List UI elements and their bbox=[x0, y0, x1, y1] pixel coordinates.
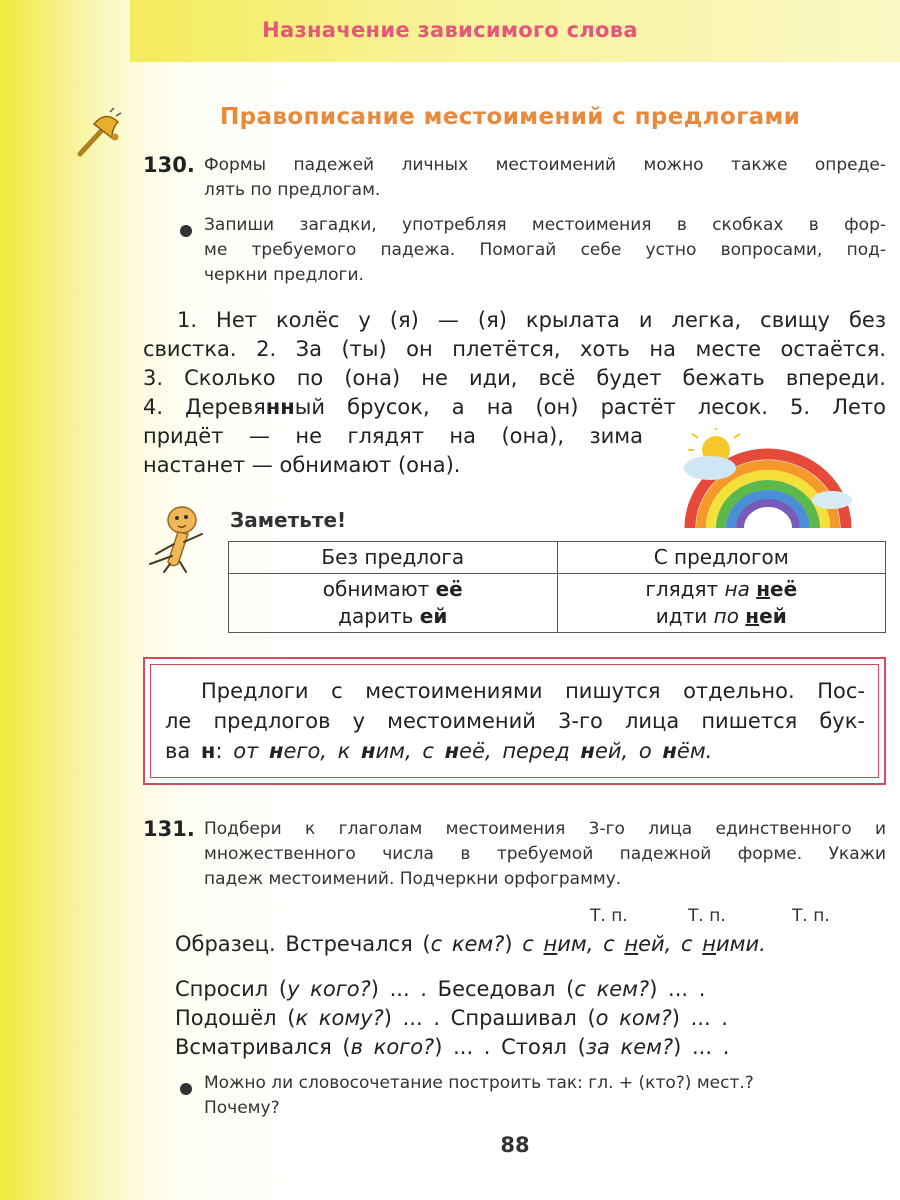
intro-line: лять по предлогам. bbox=[204, 180, 381, 200]
question-line: Можно ли словосочетание построить так: гл. + (кто?) мест.? bbox=[204, 1073, 754, 1093]
table-header: Без предлога bbox=[229, 542, 558, 574]
separator: , bbox=[664, 932, 682, 956]
pronoun: ей bbox=[419, 604, 448, 628]
question-text bbox=[204, 1071, 886, 1121]
riddle-line: настанет — обнимают (она). bbox=[143, 453, 461, 477]
rule-text bbox=[165, 676, 865, 766]
question-line: Почему? bbox=[204, 1098, 280, 1118]
exercise-rows bbox=[175, 975, 875, 1062]
cell-text: идти bbox=[655, 604, 714, 628]
riddle-part: 4. Деревя bbox=[143, 395, 266, 419]
riddle-line: свистка. 2. За (ты) он плетётся, хоть на месте остаётся. bbox=[143, 337, 886, 361]
riddle-orthogram: нн bbox=[265, 395, 295, 419]
riddle-line: 1. Нет колёс у (я) — (я) крылата и легка, свищу без bbox=[177, 308, 886, 332]
riddle-line: придёт — не глядят на (она), зима bbox=[143, 424, 643, 448]
cell-line bbox=[239, 576, 547, 603]
task-line: ме требуемого падежа. Помогай себе устно вопросами, под- bbox=[204, 240, 886, 260]
case-label: Т. п. bbox=[590, 906, 628, 926]
exercise-row: Всматривался (в кого?) ... . Стоял (за кем?) ... . bbox=[175, 1035, 730, 1059]
bullet-icon bbox=[180, 1078, 200, 1097]
sample-answer: с ней bbox=[603, 932, 665, 956]
cell-text: дарить bbox=[338, 604, 420, 628]
case-label: Т. п. bbox=[792, 906, 830, 926]
sample-text: ) bbox=[504, 932, 523, 956]
preposition: по bbox=[713, 604, 739, 628]
exercise-row: Спросил (у кого?) ... . Беседовал (с кем?) ... . bbox=[175, 977, 706, 1001]
rule-letter: н bbox=[200, 739, 216, 763]
task-line: множественного числа в требуемой падежной форме. Укажи bbox=[204, 844, 886, 864]
task-line: Подбери к глаголам местоимения 3-го лица единственного и bbox=[204, 819, 886, 839]
orthogram-letter: н bbox=[756, 577, 771, 601]
table-cell bbox=[229, 574, 558, 633]
exercise-number: 131. bbox=[143, 817, 195, 841]
exercise-row: Подошёл (к кому?) ... . Спрашивал (о ком?) ... . bbox=[175, 1006, 728, 1030]
intro-line: Формы падежей личных местоимений можно также опреде- bbox=[204, 155, 886, 175]
cell-line bbox=[568, 603, 876, 630]
riddle-line bbox=[143, 393, 886, 422]
case-label: Т. п. bbox=[688, 906, 726, 926]
preposition: на bbox=[724, 577, 750, 601]
task-line: Запиши загадки, употребляя местоимения в скобках в фор- bbox=[204, 215, 886, 235]
table-row bbox=[229, 574, 886, 633]
rule-line bbox=[165, 736, 865, 766]
question: с кем? bbox=[430, 932, 505, 956]
pronoun: ей bbox=[759, 604, 787, 628]
sample-text: Образец. Встречался ( bbox=[175, 932, 431, 956]
rule-example: перед ней, bbox=[502, 739, 639, 763]
pronoun: её bbox=[770, 577, 798, 601]
table-row bbox=[229, 542, 886, 574]
bullet-icon bbox=[180, 220, 200, 239]
cell-line bbox=[568, 576, 876, 603]
table-header: С предлогом bbox=[557, 542, 886, 574]
exercise-intro bbox=[204, 153, 886, 203]
pronoun: её bbox=[435, 577, 463, 601]
note-title: Заметьте! bbox=[230, 508, 347, 532]
exercise-task bbox=[204, 213, 886, 288]
separator: . bbox=[759, 932, 766, 956]
rule-example: о нём. bbox=[638, 739, 713, 763]
rule-example: с неё, bbox=[422, 739, 503, 763]
rule-example: от него, bbox=[233, 739, 338, 763]
rule-text-part: ва bbox=[165, 739, 201, 763]
table-cell bbox=[557, 574, 886, 633]
riddle-part: ый брусок, а на (он) растёт лесок. 5. Лето bbox=[294, 395, 887, 419]
riddle-line: 3. Сколько по (она) не иди, всё будет бежать впереди. bbox=[143, 366, 886, 390]
cell-text: глядят bbox=[645, 577, 725, 601]
page-number: 88 bbox=[500, 1133, 530, 1157]
cell-text: обнимают bbox=[322, 577, 436, 601]
task-line: черкни предлоги. bbox=[204, 265, 364, 285]
orthogram-letter: н bbox=[745, 604, 760, 628]
rule-example: к ним, bbox=[337, 739, 423, 763]
sample-line bbox=[175, 930, 875, 959]
rule-line: ле предлогов у местоимений 3-го лица пишется бук- bbox=[165, 709, 865, 733]
rainbow-icon bbox=[682, 428, 857, 530]
rule-line: Предлоги с местоимениями пишутся отдельно. Пос- bbox=[201, 679, 865, 703]
exercise-task bbox=[204, 817, 886, 892]
cell-line bbox=[239, 603, 547, 630]
section-title: Назначение зависимого слова bbox=[262, 18, 638, 42]
task-line: падеж местоимений. Подчеркни орфограмму. bbox=[204, 869, 622, 889]
sample-answer: с ними bbox=[681, 932, 760, 956]
sample-answer: с ним bbox=[522, 932, 587, 956]
topic-title: Правописание местоимений с предлогами bbox=[220, 104, 801, 130]
rule-text-part: : bbox=[215, 739, 234, 763]
bell-icon bbox=[72, 108, 122, 160]
exercise-number: 130. bbox=[143, 153, 195, 177]
note-table bbox=[228, 541, 886, 633]
separator: , bbox=[586, 932, 604, 956]
rabbit-character-icon bbox=[144, 504, 210, 574]
